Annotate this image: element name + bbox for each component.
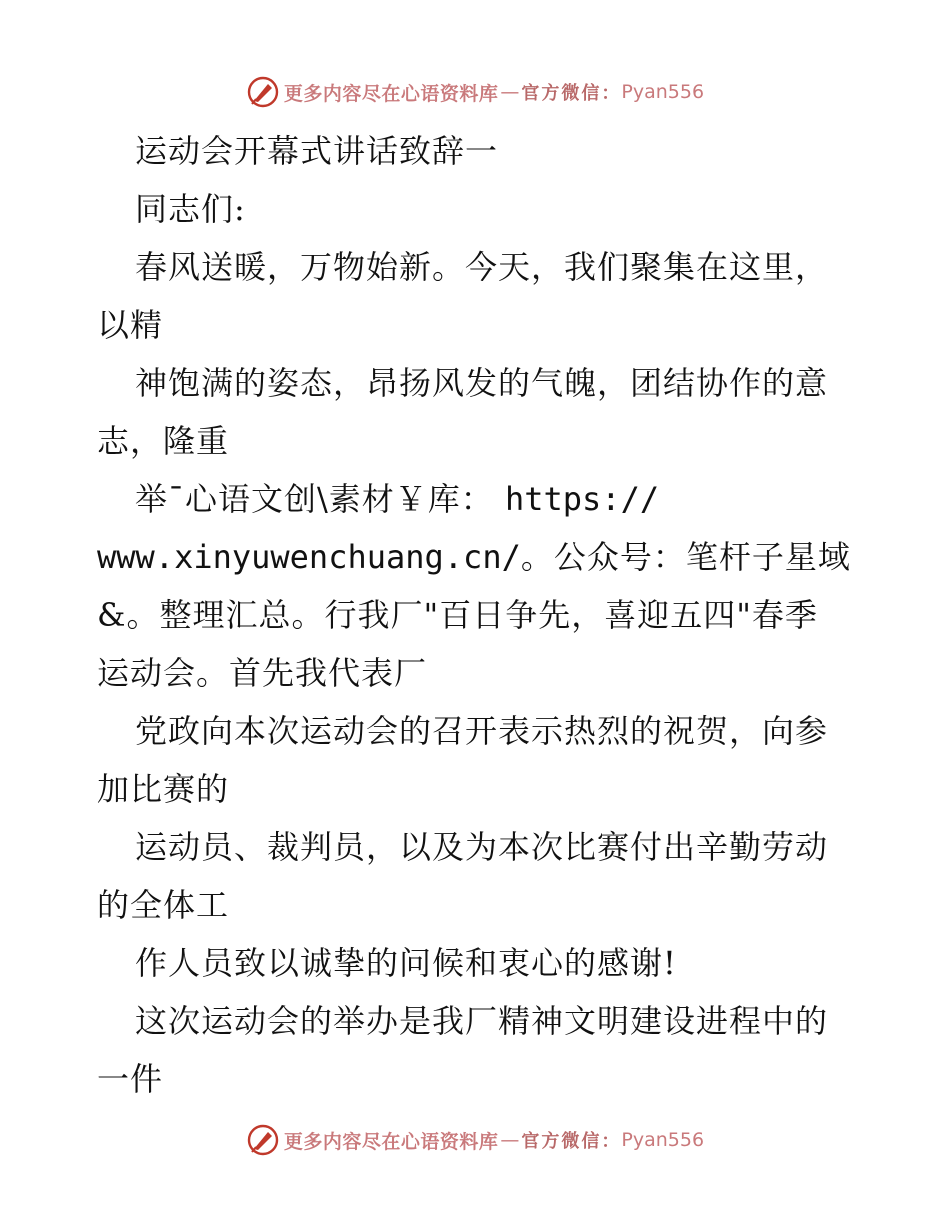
text-line <box>97 528 867 586</box>
text-line: 运动会。首先我代表厂 <box>97 654 428 692</box>
text-segment: 举¯心语文创\素材￥库： <box>135 480 494 518</box>
banner-separator: — <box>500 1129 520 1151</box>
text-line: 这次运动会的举办是我厂精神文明建设进程中的 <box>135 1002 829 1040</box>
wechat-id: Pyan556 <box>621 81 705 103</box>
text-line: &。整理汇总。行我厂"百日争先，喜迎五四"春季 <box>97 596 818 634</box>
banner-separator: — <box>500 81 520 103</box>
text-line: 以精 <box>97 306 164 344</box>
wechat-label: 官方微信： <box>521 1131 622 1152</box>
text-line: 春风送暖，万物始新。今天，我们聚集在这里， <box>135 248 829 286</box>
text-line: 党政向本次运动会的召开表示热烈的祝贺，向参 <box>135 712 829 750</box>
brand-text: 更多内容尽在心语资料库 <box>283 82 499 105</box>
wechat-label: 官方微信： <box>521 83 622 104</box>
quill-logo-icon <box>246 1123 280 1157</box>
url-prefix: https:// <box>504 480 660 518</box>
brand-text: 更多内容尽在心语资料库 <box>283 1130 499 1153</box>
text-line: 志，隆重 <box>97 422 230 460</box>
text-segment: 。公众号：笔杆子星域 <box>520 538 851 576</box>
text-line: 一件 <box>97 1060 164 1098</box>
text-line: 的全体工 <box>97 886 230 924</box>
salutation: 同志们: <box>135 190 246 228</box>
text-line: 神饱满的姿态，昂扬风发的气魄，团结协作的意 <box>135 364 829 402</box>
quill-logo-icon <box>246 75 280 109</box>
url-text: www.xinyuwenchuang.cn/ <box>97 538 521 576</box>
wechat-id: Pyan556 <box>621 1129 705 1151</box>
text-line: 作人员致以诚挚的问候和衷心的感谢! <box>135 944 677 982</box>
text-line <box>97 470 867 528</box>
text-line: 运动员、裁判员，以及为本次比赛付出辛勤劳动 <box>135 828 829 866</box>
text-line: 加比赛的 <box>97 770 230 808</box>
footer-banner <box>0 1118 950 1162</box>
document-body <box>97 122 867 1108</box>
header-banner <box>0 70 950 114</box>
document-title: 运动会开幕式讲话致辞一 <box>135 132 499 170</box>
